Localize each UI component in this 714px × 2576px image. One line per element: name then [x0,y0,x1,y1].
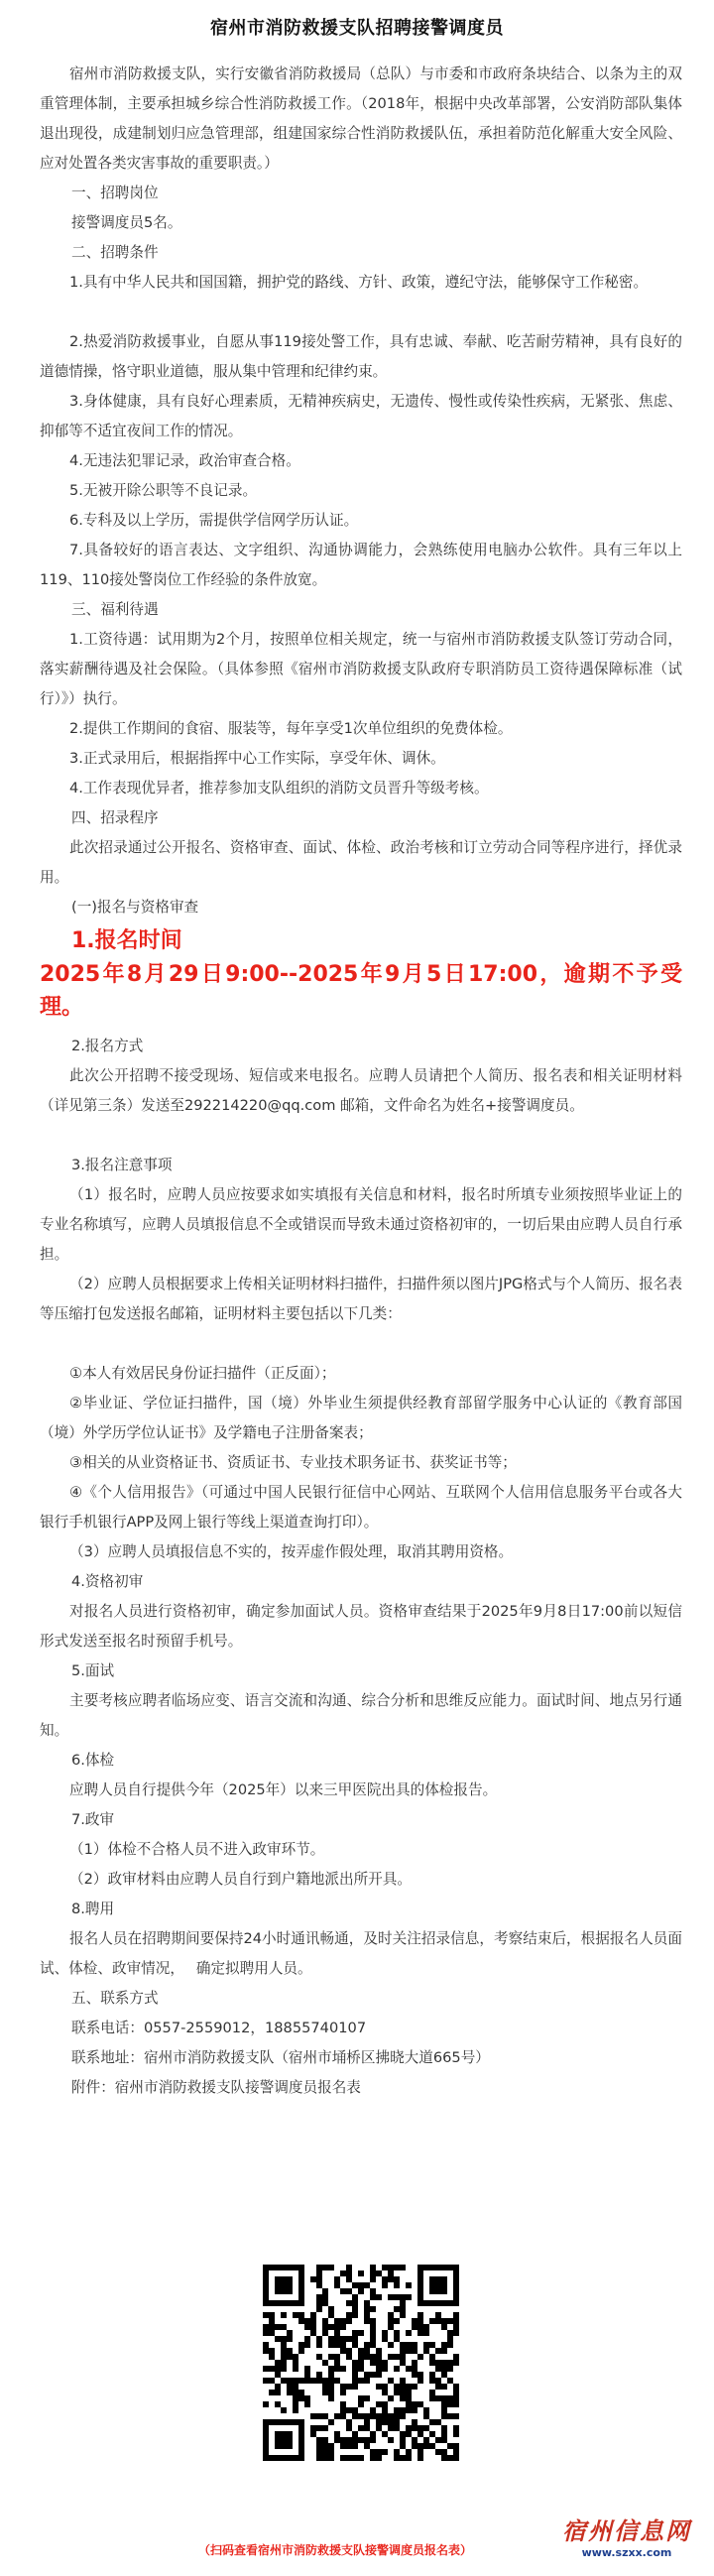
section-2-heading: 二、招聘条件 [71,244,159,261]
condition-item: 3.身体健康，具有良好心理素质，无精神疾病史，无遗传、慢性或传染性疾病，无紧张、焦虑、抑郁等不适宜夜间工作的情况。 [40,393,682,439]
site-watermark [547,2516,706,2572]
watermark-url: www.szxx.com [581,2546,672,2559]
political-item: （1）体检不合格人员不进入政审环节。 [69,1841,325,1858]
political-item: （2）政审材料由应聘人员自行到户籍地派出所开具。 [69,1871,412,1888]
notes-heading: 3.报名注意事项 [71,1157,173,1173]
exam-heading: 6.体检 [71,1752,115,1769]
section-1-heading: 一、招聘岗位 [71,184,159,201]
review-heading: 4.资格初审 [71,1573,144,1590]
condition-item: 2.热爱消防救援事业，自愿从事119接处警工作，具有忠诚、奉献、吃苦耐劳精神，具有良好的道德情操，恪守职业道德，服从集中管理和纪律约束。 [40,333,682,380]
section-4-heading: 四、招录程序 [71,809,159,826]
section-5-heading: 五、联系方式 [71,1990,159,2007]
interview-heading: 5.面试 [71,1662,115,1679]
benefit-item: 2.提供工作期间的食宿、服装等，每年享受1次单位组织的免费体检。 [69,720,513,737]
registration-time-text: 2025年8月29日9:00--2025年9月5日17:00，逾期不予受理。 [40,962,682,1020]
condition-item: 6.专科及以上学历，需提供学信网学历认证。 [69,512,359,529]
section-1-text: 接警调度员5名。 [71,214,182,231]
condition-item: 7.具备较好的语言表达、文字组织、沟通协调能力，会熟练使用电脑办公软件。具有三年以上119、110接处警岗位工作经验的条件放宽。 [40,542,682,588]
hire-heading: 8.聘用 [71,1901,115,1917]
hire-text: 报名人员在招聘期间要保持24小时通讯畅通，及时关注招录信息，考察结束后，根据报名人员面试、体检、政审情况， 确定拟聘用人员。 [40,1930,682,1977]
registration-time-heading: 1.报名时间 [71,928,182,953]
note-item: （3）应聘人员填报信息不实的，按弄虚作假处理，取消其聘用资格。 [69,1543,514,1560]
note-item: （2）应聘人员根据要求上传相关证明材料扫描件，扫描件须以图片JPG格式与个人简历、报名表等压缩打包发送报名邮箱，证明材料主要包括以下几类： [40,1276,682,1322]
watermark-name: 宿州信息网 [562,2516,691,2545]
interview-text: 主要考核应聘者临场应变、语言交流和沟通、综合分析和思维反应能力。面试时间、地点另行通知。 [40,1692,682,1739]
contact-address: 联系地址：宿州市消防救援支队（宿州市埇桥区拂晓大道665号） [71,2049,490,2066]
procedure-text: 此次招录通过公开报名、资格审查、面试、体检、政治考核和订立劳动合同等程序进行，择优录用。 [40,839,682,886]
benefit-item: 1.工资待遇：试用期为2个月，按照单位相关规定，统一与宿州市消防救援支队签订劳动合同，落实薪酬待遇及社会保险。（具体参照《宿州市消防救援支队政府专职消防员工资待遇保障标准（试行）》）执行。 [40,631,682,707]
qr-caption: （扫码查看宿州市消防救援支队接警调度员报名表） [198,2543,473,2557]
contact-phone: 联系电话：0557-2559012，18855740107 [71,2020,367,2036]
benefit-item: 3.正式录用后，根据指挥中心工作实际，享受年休、调休。 [69,750,445,767]
note-item: （1）报名时，应聘人员应按要求如实填报有关信息和材料，报名时所填专业须按照毕业证上的专业名称填写，应聘人员填报信息不全或错误而导致未通过资格初审的，一切后果由应聘人员自行承担。 [40,1186,682,1263]
political-heading: 7.政审 [71,1811,115,1828]
page-title: 宿州市消防救援支队招聘接警调度员 [210,18,504,39]
intro-paragraph: 宿州市消防救援支队，实行安徽省消防救援局（总队）与市委和市政府条块结合、以条为主的双重管理体制，主要承担城乡综合性消防救援工作。（2018年，根据中央改革部署，公安消防部队集体退出现役，成建制划归应急管理部，组建国家综合性消防救援队伍，承担着防范化解重大安全风险、应对处置各类灾害事故的重要职责。） [40,65,682,172]
attachment-text: 附件：宿州市消防救援支队接警调度员报名表 [71,2079,361,2096]
method-heading: 2.报名方式 [71,1038,144,1054]
condition-item: 4.无违法犯罪记录，政治审查合格。 [69,452,300,469]
benefit-item: 4.工作表现优异者，推荐参加支队组织的消防文员晋升等级考核。 [69,780,489,797]
document-item: ②毕业证、学位证扫描件，国（境）外毕业生须提供经教育部留学服务中心认证的《教育部国（境）外学历学位认证书》及学籍电子注册备案表； [40,1395,682,1441]
subsection-heading: (一)报名与资格审查 [71,899,199,916]
condition-item: 5.无被开除公职等不良记录。 [69,482,258,499]
document-item: ①本人有效居民身份证扫描件（正反面）； [69,1365,336,1382]
qr-code[interactable] [258,2260,464,2470]
exam-text: 应聘人员自行提供今年（2025年）以来三甲医院出具的体检报告。 [69,1781,498,1798]
method-text: 此次公开招聘不接受现场、短信或来电报名。应聘人员请把个人简历、报名表和相关证明材料（详见第三条）发送至292214220@qq.com 邮箱，文件命名为姓名+接警调度员。 [40,1067,682,1114]
section-3-heading: 三、福利待遇 [71,601,159,618]
review-text: 对报名人员进行资格初审，确定参加面试人员。资格审查结果于2025年9月8日17:00前以短信形式发送至报名时预留手机号。 [40,1603,682,1650]
document-item: ④《个人信用报告》（可通过中国人民银行征信中心网站、互联网个人信用信息服务平台或各大银行手机银行APP及网上银行等线上渠道查询打印）。 [40,1484,682,1531]
document-item: ③相关的从业资格证书、资质证书、专业技术职务证书、获奖证书等； [69,1454,517,1471]
condition-item: 1.具有中华人民共和国国籍，拥护党的路线、方针、政策，遵纪守法，能够保守工作秘密。 [69,274,649,291]
